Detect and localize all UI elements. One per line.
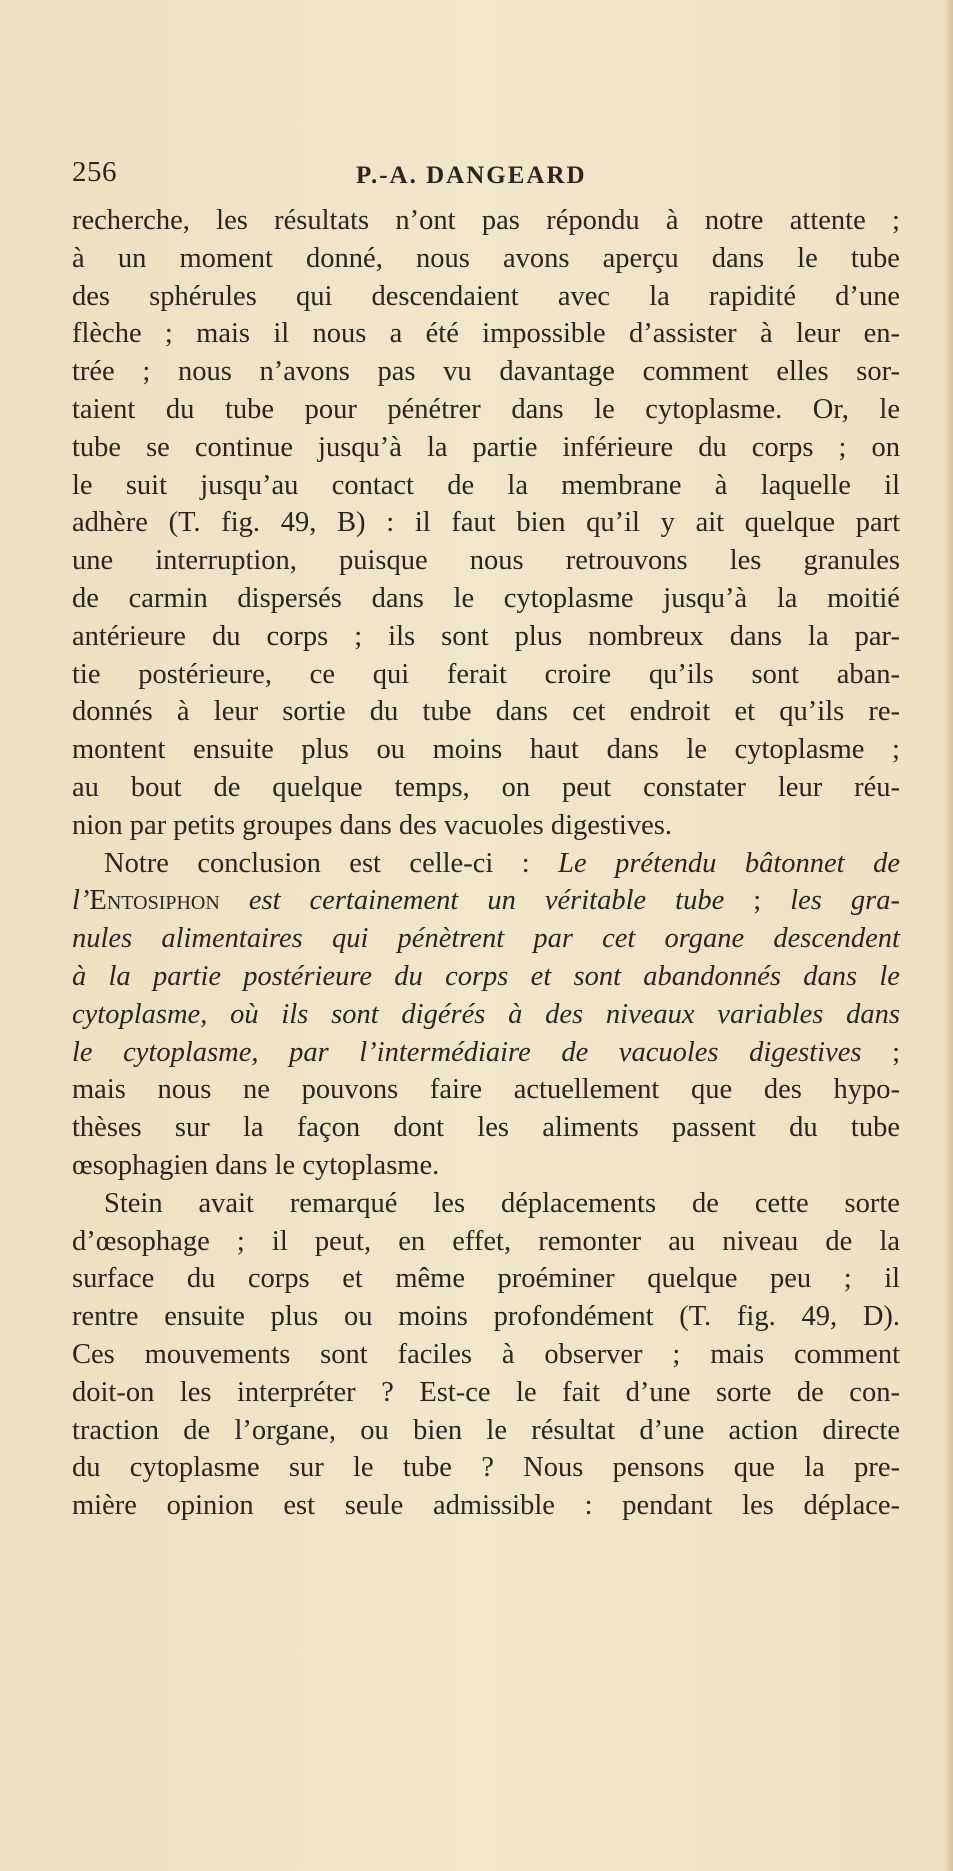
italic-text: cytoplasme, où ils sont digérés à des niveaux variables dans	[72, 998, 901, 1030]
text-line	[72, 1223, 900, 1261]
italic-text: à la partie postérieure du corps et sont abandonnés dans le	[72, 960, 900, 992]
text-segment: thèses sur la façon dont les aliments passent du tube	[72, 1112, 900, 1144]
text-line	[72, 202, 900, 240]
text-line	[72, 315, 900, 353]
text-segment: traction de l’organe, ou bien le résultat d’une action directe	[72, 1414, 900, 1446]
text-segment: flèche ; mais il nous a été impossible d’assister à leur en-	[72, 318, 900, 350]
text-line	[72, 391, 900, 429]
text-segment: au bout de quelque temps, on peut constater leur réu-	[72, 771, 901, 803]
text-segment: Stein avait remarqué les déplacements de cette sorte	[104, 1187, 900, 1219]
text-segment: rentre ensuite plus ou moins profondément (T. fig. 49, D).	[72, 1301, 901, 1333]
text-line	[72, 807, 900, 845]
text-line	[72, 240, 900, 278]
text-segment: des sphérules qui descendaient avec la rapidité d’une	[72, 280, 901, 312]
text-segment: de carmin dispersés dans le cytoplasme jusqu’à la moitié	[72, 582, 900, 614]
text-segment: mière opinion est seule admissible : pendant les déplace-	[72, 1490, 901, 1522]
text-line	[72, 1147, 900, 1185]
text-segment: à un moment donné, nous avons aperçu dans le tube	[72, 242, 900, 274]
italic-text: est certainement un véritable tube	[219, 885, 725, 917]
text-segment: trée ; nous n’avons pas vu davantage comment elles sor-	[72, 356, 900, 388]
text-line	[72, 1185, 900, 1223]
text-line	[72, 467, 900, 505]
text-segment: le suit jusqu’au contact de la membrane à laquelle il	[72, 469, 900, 501]
text-line	[72, 845, 900, 883]
text-segment: Ces mouvements sont faciles à observer ; mais comment	[72, 1338, 901, 1370]
text-line	[72, 618, 900, 656]
text-segment: tie postérieure, ce qui ferait croire qu’ils sont aban-	[72, 658, 901, 690]
text-segment: recherche, les résultats n’ont pas répondu à notre attente ;	[72, 205, 900, 236]
text-line	[72, 996, 900, 1034]
text-line	[72, 769, 900, 807]
italic-text: le cytoplasme, par l’intermédiaire de vacuoles digestives	[72, 1036, 862, 1068]
text-line	[72, 1412, 900, 1450]
text-line	[72, 1336, 900, 1374]
text-segment: adhère (T. fig. 49, B) : il faut bien qu’il y ait quelque part	[72, 507, 901, 539]
text-segment: donnés à leur sortie du tube dans cet endroit et qu’ils re-	[72, 696, 901, 728]
text-line	[72, 1071, 900, 1109]
text-line	[72, 1109, 900, 1147]
text-line	[72, 353, 900, 391]
page-header	[72, 156, 907, 196]
text-line	[72, 882, 900, 920]
text-segment: mais nous ne pouvons faire actuellement que des hypo-	[72, 1074, 900, 1106]
text-line	[72, 1449, 900, 1487]
text-line	[72, 278, 900, 316]
text-line	[72, 1487, 900, 1525]
text-line	[72, 504, 900, 542]
text-segment: montent ensuite plus ou moins haut dans le cytoplasme ;	[72, 734, 900, 766]
text-segment: du cytoplasme sur le tube ? Nous pensons que la pre-	[72, 1452, 900, 1484]
text-segment: Notre conclusion est celle-ci :	[104, 847, 559, 879]
page-edge-shadow	[945, 0, 953, 1871]
text-segment: ;	[724, 885, 791, 917]
text-segment: doit-on les interpréter ? Est-ce le fait d’une sorte de con-	[72, 1376, 900, 1408]
text-line	[72, 958, 900, 996]
text-line	[72, 693, 900, 731]
text-segment: antérieure du corps ; ils sont plus nombreux dans la par-	[72, 620, 900, 652]
text-line	[72, 1034, 900, 1072]
italic-text: les gra-	[790, 885, 900, 917]
italic-text: Le prétendu bâtonnet de	[558, 847, 900, 879]
text-segment: nion par petits groupes dans des vacuoles digestives.	[72, 809, 672, 841]
text-line	[72, 429, 900, 467]
text-line	[72, 656, 900, 694]
text-line	[72, 542, 900, 580]
text-line	[72, 1298, 900, 1336]
text-line	[72, 1260, 900, 1298]
text-line	[72, 1374, 900, 1412]
text-segment: œsophagien dans le cytoplasme.	[72, 1149, 440, 1181]
text-line	[72, 920, 900, 958]
running-head: P.-A. DANGEARD	[356, 162, 587, 189]
body-text	[72, 202, 900, 1525]
italic-text: nules alimentaires qui pénètrent par cet organe descendent	[72, 923, 900, 955]
text-line	[72, 580, 900, 618]
page-number: 256	[72, 156, 117, 188]
text-segment: taient du tube pour pénétrer dans le cytoplasme. Or, le	[72, 393, 900, 425]
small-caps-text: Entosiphon	[89, 885, 220, 917]
text-segment: d’œsophage ; il peut, en effet, remonter au niveau de la	[72, 1225, 901, 1257]
text-segment: ;	[861, 1036, 900, 1068]
italic-text: l’	[72, 885, 90, 917]
text-segment: surface du corps et même proéminer quelque peu ; il	[72, 1263, 901, 1295]
text-line	[72, 731, 900, 769]
text-segment: tube se continue jusqu’à la partie inférieure du corps ; on	[72, 431, 900, 463]
text-segment: une interruption, puisque nous retrouvons les granules	[72, 545, 900, 577]
